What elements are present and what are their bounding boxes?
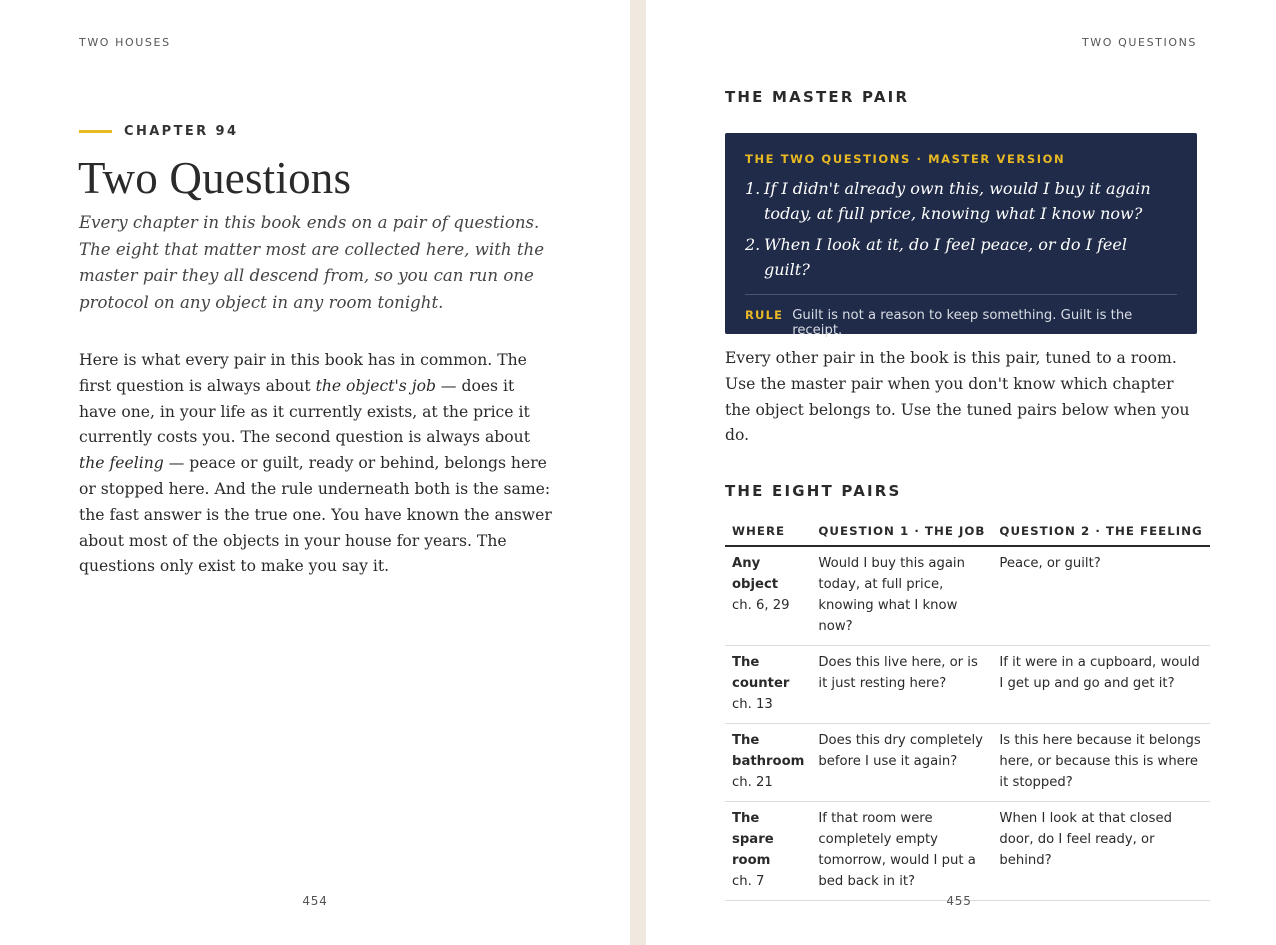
- question-number: 1.: [745, 179, 761, 198]
- left-body-paragraph: [79, 348, 555, 580]
- chapter-label: CHAPTER 94: [124, 124, 239, 139]
- where-chapter: ch. 6, 29: [732, 598, 790, 613]
- master-pair-callout: [725, 133, 1197, 338]
- eight-pairs-table: [725, 519, 1210, 901]
- body-text-segment: Here is what every pair in this book has in common. The first question is always about: [79, 351, 527, 395]
- column-header-where: WHERE: [725, 519, 811, 546]
- column-header-question-2: QUESTION 2 · THE FEELING: [992, 519, 1209, 546]
- rule-key: RULE: [745, 308, 784, 322]
- where-name: Any object: [732, 556, 779, 592]
- column-header-question-1: QUESTION 1 · THE JOB: [811, 519, 992, 546]
- question-1-cell: Does this live here, or is it just resting here?: [811, 646, 992, 724]
- body-emphasis: the feeling: [79, 454, 164, 473]
- master-question-list: [745, 176, 1177, 282]
- where-chapter: ch. 7: [732, 874, 765, 889]
- section-heading-eight-pairs: THE EIGHT PAIRS: [725, 482, 902, 500]
- running-head-left: TWO HOUSES: [79, 36, 171, 49]
- question-2-cell: If it were in a cupboard, would I get up and go and get it?: [992, 646, 1209, 724]
- callout-divider: [745, 294, 1177, 295]
- rule-text: Guilt is not a reason to keep something. Guilt is the receipt.: [792, 308, 1133, 338]
- where-cell: [725, 646, 811, 724]
- question-text: If I didn't already own this, would I buy it again today, at full price, knowing what I know now?: [764, 179, 1151, 223]
- chapter-standfirst: Every chapter in this book ends on a pair of questions. The eight that matter most are collected here, with the master pair they all descend from, so you can run one protocol on any object in any room tonight.: [79, 213, 545, 312]
- where-name: The bathroom: [732, 733, 805, 769]
- table-header-row: [725, 519, 1210, 546]
- where-cell: [725, 724, 811, 802]
- where-cell: [725, 546, 811, 646]
- page-number-right: 455: [946, 894, 972, 908]
- body-text-segment: — peace or guilt, ready or behind, belongs here or stopped here. And the rule underneath both is the same: the fast answer is the true one. You have known the answer about most of the objects in your house for years. The questions only exist to make you say it.: [79, 454, 552, 576]
- question-2-cell: Peace, or guilt?: [992, 546, 1209, 646]
- question-2-cell: Is this here because it belongs here, or because this is where it stopped?: [992, 724, 1209, 802]
- running-head-right: TWO QUESTIONS: [1081, 36, 1197, 49]
- where-name: The counter: [732, 655, 790, 691]
- question-1-cell: Would I buy this again today, at full price, knowing what I know now?: [811, 546, 992, 646]
- master-question-item: [745, 232, 1177, 282]
- right-body-paragraph: Every other pair in the book is this pair, tuned to a room. Use the master pair when you don't know which chapter the object belongs to. Use the tuned pairs below when you do.: [725, 349, 1190, 445]
- page-number-left: 454: [302, 894, 328, 908]
- chapter-title: Two Questions: [78, 153, 352, 203]
- chapter-accent-rule: [79, 130, 112, 133]
- table-row: [725, 546, 1210, 646]
- question-1-cell: Does this dry completely before I use it again?: [811, 724, 992, 802]
- chapter-label-row: [79, 124, 238, 139]
- question-text: When I look at it, do I feel peace, or do I feel guilt?: [764, 235, 1127, 279]
- right-page: [646, 0, 1276, 945]
- body-emphasis: the object's job: [315, 376, 436, 395]
- where-chapter: ch. 21: [732, 775, 773, 790]
- callout-label: THE TWO QUESTIONS · MASTER VERSION: [745, 152, 1066, 166]
- section-heading-master-pair: THE MASTER PAIR: [725, 88, 910, 106]
- callout-rule-line: [745, 308, 1177, 338]
- table-row: [725, 646, 1210, 724]
- body-text-segment: — does it have one, in your life as it currently exists, at the price it currently costs you. The second question is always about: [79, 376, 530, 447]
- question-2-cell: When I look at that closed door, do I feel ready, or behind?: [992, 802, 1209, 901]
- table-row: [725, 724, 1210, 802]
- master-question-item: [745, 176, 1177, 226]
- where-cell: [725, 802, 811, 901]
- question-number: 2.: [745, 235, 761, 254]
- where-chapter: ch. 13: [732, 697, 773, 712]
- book-gutter: [630, 0, 646, 945]
- left-page: [0, 0, 630, 945]
- table-row: [725, 802, 1210, 901]
- where-name: The spare room: [732, 811, 774, 868]
- question-1-cell: If that room were completely empty tomorrow, would I put a bed back in it?: [811, 802, 992, 901]
